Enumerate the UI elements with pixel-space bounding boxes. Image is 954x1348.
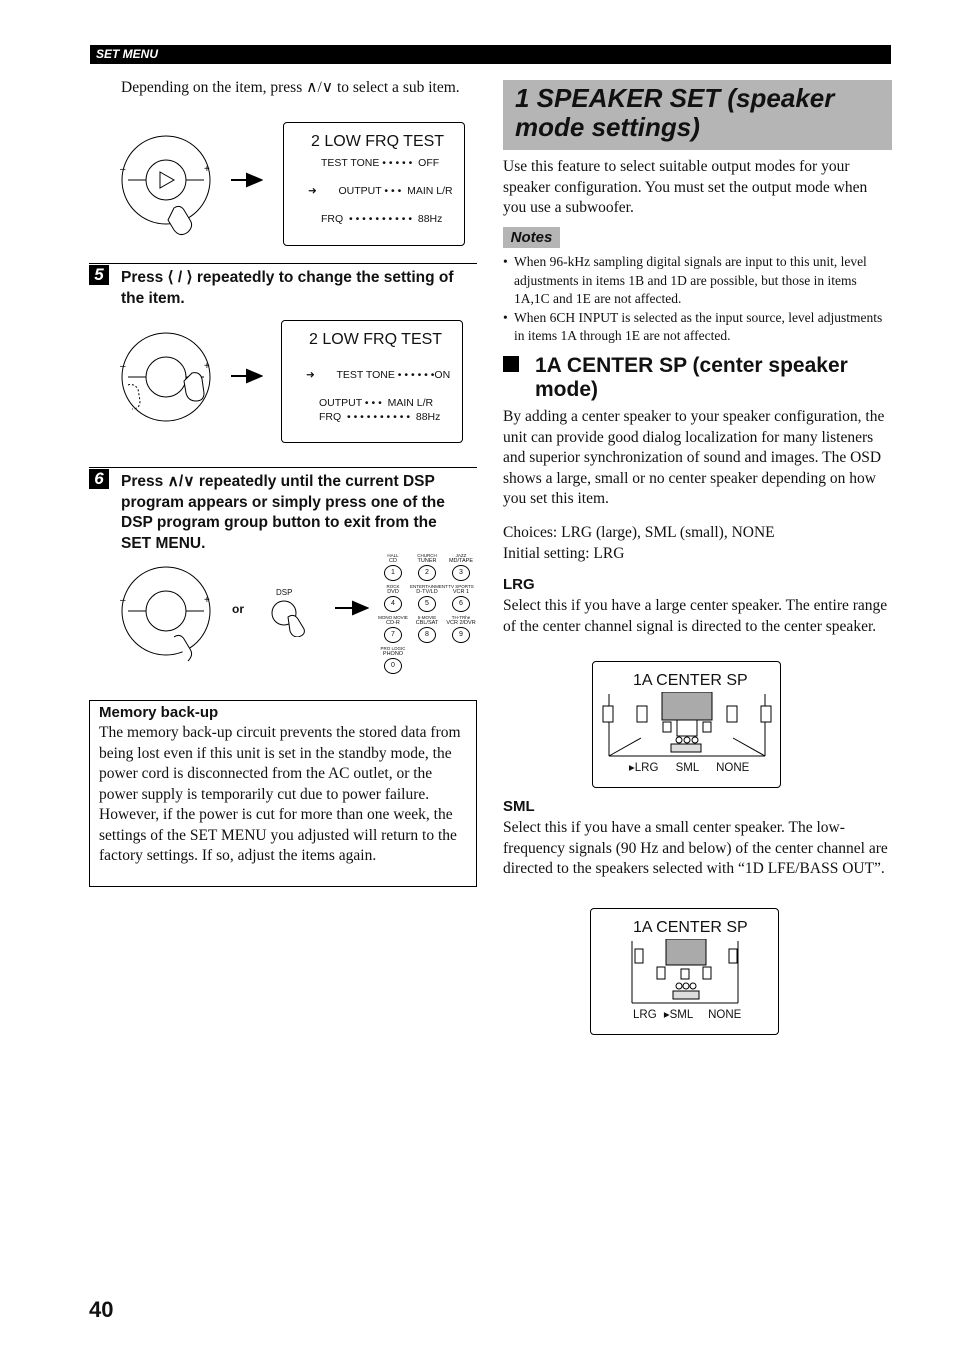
remote-dial-illustration xyxy=(118,325,218,425)
option-none: NONE xyxy=(708,1009,742,1021)
osd-options: LRG ▸SML NONE xyxy=(633,1009,742,1021)
memory-backup-box xyxy=(89,700,477,887)
keypad-key: TV SPORTS VCR 1 6 xyxy=(444,584,478,615)
initial-setting-text: Initial setting: LRG xyxy=(503,545,625,562)
keypad-key: HALL CD 1 xyxy=(376,553,410,584)
sml-description: Select this if you have a small center speaker. The low-frequency signals (90 Hz and below) of the center channel are directed to the speakers selected with “1D LFE/BASS OUT”. xyxy=(503,819,888,877)
cursor-arrow-icon: ➜ xyxy=(308,185,317,197)
step-number-badge: 5 xyxy=(89,265,109,285)
center-sp-description: By adding a center speaker to your speaker configuration, the unit can provide good dialog localization for many listeners and superior synchronization of sound and images. The OSD shows a large, small or no center speaker depending on how you set this item. xyxy=(503,408,885,507)
osd-title: 1A CENTER SP xyxy=(633,672,748,689)
dsp-label: DSP xyxy=(276,588,293,597)
section-header-bar xyxy=(90,45,891,64)
svg-text:–: – xyxy=(120,361,126,372)
cursor-arrow-icon: ➜ xyxy=(306,369,315,381)
osd-options: ▸LRG SML NONE xyxy=(629,762,750,774)
arrow-right-icon xyxy=(335,600,369,621)
note-item: • When 6CH INPUT is selected as the input source, level adjustments in items 1A through 1E are not affected. xyxy=(503,309,883,343)
section-label: SET MENU xyxy=(96,47,159,61)
osd-row: TEST TONE • • • • • OFF xyxy=(321,157,440,169)
memory-backup-title: Memory back-up xyxy=(99,704,219,721)
option-sml-selected: SML xyxy=(669,1009,693,1021)
divider xyxy=(89,467,477,468)
osd-row: FRQ • • • • • • • • • • 88Hz xyxy=(319,411,441,423)
subsection-heading: 1A CENTER SP (center speaker mode) xyxy=(535,354,848,401)
speaker-layout-lrg-icon xyxy=(601,692,773,764)
notes-label: Notes xyxy=(503,227,560,248)
section-heading: 1 SPEAKER SET (speaker mode settings) xyxy=(515,83,835,142)
osd-screen-low-frq-test xyxy=(281,320,463,443)
osd-center-sp-lrg xyxy=(592,661,781,788)
svg-text:+: + xyxy=(204,595,210,606)
osd-row: FRQ • • • • • • • • • • 88Hz xyxy=(321,213,443,225)
keypad-key: CHURCH TUNER 2 xyxy=(410,553,444,584)
keypad-key: ROCK DVD 4 xyxy=(376,584,410,615)
dsp-keypad-illustration xyxy=(376,553,480,678)
or-label: or xyxy=(232,602,244,616)
keypad-key: MONO MOVIE CD-R 7 xyxy=(376,615,410,646)
memory-backup-body: The memory back-up circuit prevents the stored data from being lost even if this unit is set in the standby mode, the power cord is disconnected from the AC outlet, or the power supply is temporarily cut due to power failure. However, if the power is cut for more than one week, the settings of the SET MENU you adjusted will return to the factory settings. If so, adjust the items again. xyxy=(99,724,461,864)
sml-label: SML xyxy=(503,798,535,815)
step-number-badge: 6 xyxy=(89,469,109,489)
option-none: NONE xyxy=(716,762,750,774)
option-sml: SML xyxy=(675,762,699,774)
step-6-instruction: Press ∧/∨ repeatedly until the current DSP program appears or simply press one of the DSP program group button to exit from the SET MENU. xyxy=(121,473,445,552)
keypad-key: PRO LOGIC PHONO 0 xyxy=(376,646,410,677)
osd-row-selected: ➜ TEST TONE • • • • • •ON xyxy=(306,369,451,381)
lrg-description: Select this if you have a large center speaker. The entire range of the center channel signal is directed to the center speaker. xyxy=(503,597,888,635)
lrg-label: LRG xyxy=(503,576,535,593)
dsp-button-illustration xyxy=(270,588,310,642)
option-lrg-selected: LRG xyxy=(634,762,659,774)
step-5-instruction: Press ⟨ / ⟩ repeatedly to change the setting of the item. xyxy=(121,269,454,307)
remote-dial-illustration xyxy=(118,128,214,238)
intro-text: Depending on the item, press ∧/∨ to select a sub item. xyxy=(121,79,460,96)
section-heading-box xyxy=(503,80,892,150)
notes-list xyxy=(503,253,892,346)
note-item: • When 96-kHz sampling digital signals are input to this unit, level adjustments in items 1B and 1D are possible, but those in items 1A,1C and 1E are not affected. xyxy=(503,254,867,306)
osd-screen-low-frq-test xyxy=(283,122,465,246)
keypad-key: TH-TRhe VCR 2/DVR 9 xyxy=(444,615,478,646)
remote-dial-illustration xyxy=(118,563,218,663)
osd-row: OUTPUT • • • MAIN L/R xyxy=(319,397,434,409)
osd-title: 2 LOW FRQ TEST xyxy=(309,331,443,348)
arrow-right-icon xyxy=(231,368,263,389)
osd-title: 2 LOW FRQ TEST xyxy=(311,133,445,150)
keypad-key: ENTERTAINMENT D-TV/LD 5 xyxy=(410,584,444,615)
option-lrg: LRG xyxy=(633,1009,657,1021)
svg-text:+: + xyxy=(204,164,210,175)
keypad-key: JAZZ MD/TAPE 3 xyxy=(444,553,478,584)
svg-text:–: – xyxy=(120,164,126,175)
page-number: 40 xyxy=(89,1297,114,1322)
osd-row-selected: ➜ OUTPUT • • • MAIN L/R xyxy=(308,185,453,197)
square-bullet-icon xyxy=(503,356,519,372)
choices-text: Choices: LRG (large), SML (small), NONE xyxy=(503,524,775,541)
osd-center-sp-sml xyxy=(590,908,779,1035)
keypad-key: 5-MOVIE CBL/SAT 8 xyxy=(410,615,444,646)
osd-title: 1A CENTER SP xyxy=(633,919,748,936)
svg-text:+: + xyxy=(204,361,210,372)
arrow-right-icon xyxy=(231,172,263,193)
divider xyxy=(89,263,477,264)
section-intro: Use this feature to select suitable output modes for your speaker configuration. You must set the output mode when you use a subwoofer. xyxy=(503,158,868,216)
speaker-layout-sml-icon xyxy=(599,939,771,1011)
svg-text:–: – xyxy=(120,595,126,606)
